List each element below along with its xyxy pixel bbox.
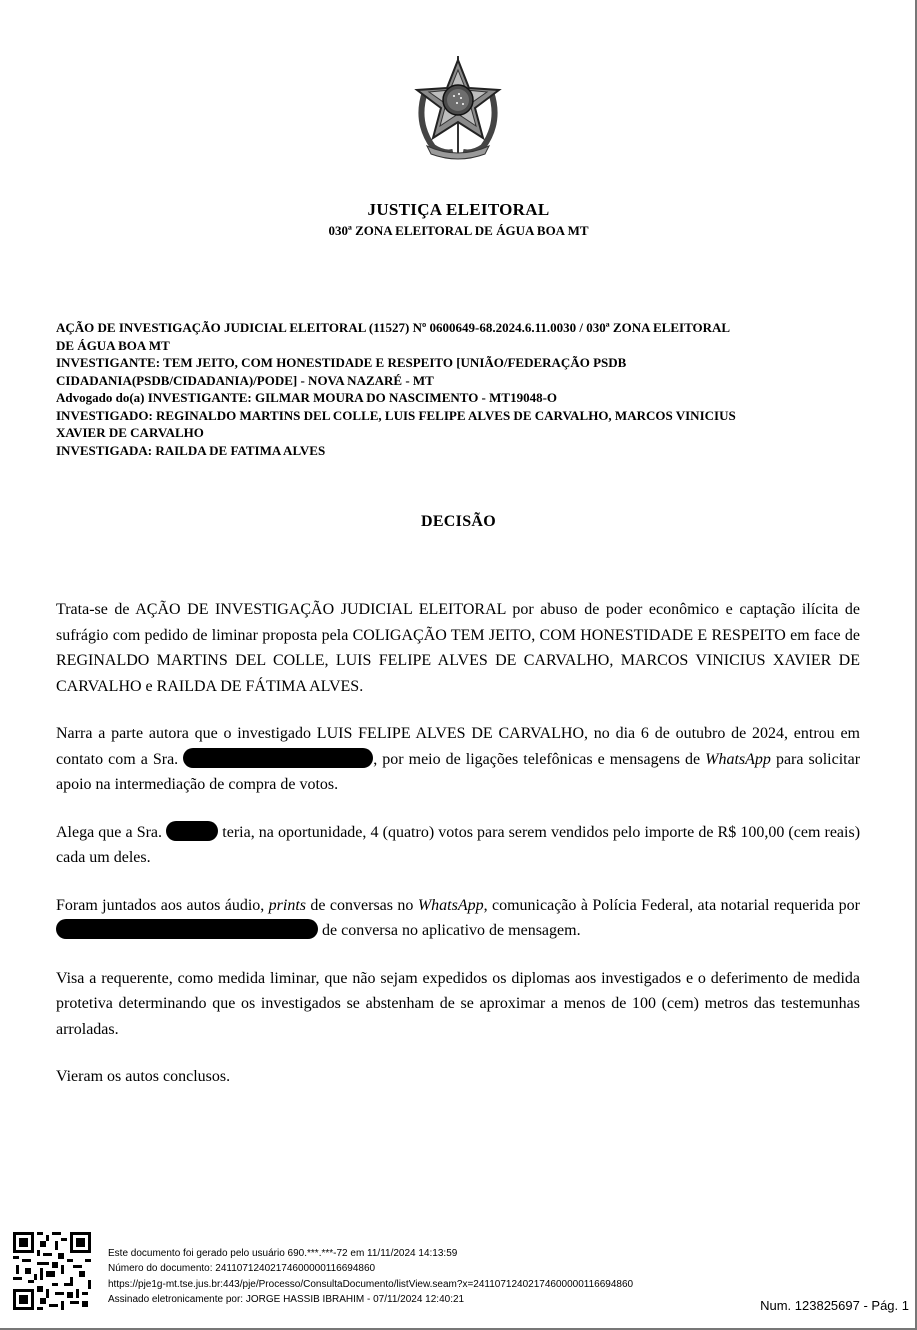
court-zone: 030ª ZONA ELEITORAL DE ÁGUA BOA MT: [328, 223, 589, 238]
paragraph-5: Visa a requerente, como medida liminar, que não sejam expedidos os diplomas aos investigados e o deferimento de medida protetiva determinando que os investigados se abstenham de se aproximar a menos de 100 (cem) metros das testemunhas arroladas.: [56, 969, 860, 1038]
case-header-line: XAVIER DE CARVALHO: [56, 425, 204, 440]
paragraph-4-text-c: , comunicação à Polícia Federal, ata notarial requerida por: [483, 896, 861, 914]
case-header-line: INVESTIGADA: RAILDA DE FATIMA ALVES: [56, 442, 326, 458]
document-footer: [108, 1246, 748, 1307]
footer-url: https://pje1g-mt.tse.jus.br:443/pje/Processo/ConsultaDocumento/listView.seam?x=24110712402174600000116694860: [108, 1278, 634, 1290]
paragraph-2: [56, 721, 860, 798]
case-header-line: AÇÃO DE INVESTIGAÇÃO JUDICIAL ELEITORAL (11527) Nº 0600649-68.2024.6.11.0030 / 030ª ZONA ELEITORAL: [56, 320, 731, 335]
case-header-line: INVESTIGANTE: TEM JEITO, COM HONESTIDADE E RESPEITO [UNIÃO/FEDERAÇÃO PSDB: [56, 355, 627, 370]
footer-generated: Este documento foi gerado pelo usuário 690.***.***-72 em 11/11/2024 14:13:59: [108, 1248, 458, 1259]
paragraph-2-italic: WhatsApp: [705, 750, 771, 768]
paragraph-1: Trata-se de AÇÃO DE INVESTIGAÇÃO JUDICIAL ELEITORAL por abuso de poder econômico e captação ilícita de sufrágio com pedido de liminar proposta pela COLIGAÇÃO TEM JEITO, COM HONESTIDADE E RESPEITO em face de REGINALDO MARTINS DEL COLLE, LUIS FELIPE ALVES DE CARVALHO, MARCOS VINICIUS XAVIER DE CARVALHO e RAILDA DE FÁTIMA ALVES.: [56, 601, 860, 695]
qr-code-icon: [13, 1232, 91, 1310]
redaction-mark: [166, 821, 218, 841]
redaction-mark: [183, 748, 373, 768]
paragraph-4-text-a: Foram juntados aos autos áudio,: [56, 896, 265, 914]
page-number: Num. 123825697 - Pág. 1: [760, 1298, 909, 1313]
case-header-line: DE ÁGUA BOA MT: [56, 337, 170, 353]
decision-body: [56, 597, 860, 1112]
footer-doc-number: Número do documento: 24110712402174600000116694860: [108, 1263, 376, 1275]
paragraph-3-text-a: Alega que a Sra.: [56, 823, 163, 841]
paragraph-4-text-d: de conversa no aplicativo de mensagem.: [322, 922, 581, 939]
case-header: [56, 319, 856, 459]
paragraph-6: Vieram os autos conclusos.: [56, 1068, 231, 1085]
case-header-line: INVESTIGADO: REGINALDO MARTINS DEL COLLE, LUIS FELIPE ALVES DE CARVALHO, MARCOS VINICIUS: [56, 407, 736, 423]
paragraph-2-text-c: para solicitar apoio na intermediação de compra de votos.: [56, 750, 861, 793]
court-title: JUSTIÇA ELEITORAL: [367, 200, 550, 219]
paragraph-3-text-b: teria, na oportunidade, 4 (quatro) votos para serem vendidos pelo importe de R$ 100,00 (cem reais) cada um deles.: [56, 823, 861, 866]
decision-title: DECISÃO: [420, 513, 496, 530]
paragraph-2-text-b: , por meio de ligações telefônicas e mensagens de: [373, 750, 701, 768]
paragraph-4-italic-2: WhatsApp: [417, 896, 484, 914]
redaction-mark: [56, 919, 318, 939]
paragraph-4: [56, 893, 860, 944]
paragraph-4-italic-1: prints: [268, 896, 307, 914]
paragraph-3: [56, 820, 860, 871]
case-header-line: CIDADANIA(PSDB/CIDADANIA)/PODE] - NOVA NAZARÉ - MT: [56, 372, 434, 388]
coat-of-arms-icon: [413, 52, 503, 162]
footer-signed: Assinado eletronicamente por: JORGE HASSIB IBRAHIM - 07/11/2024 12:40:21: [108, 1293, 465, 1305]
case-header-line: Advogado do(a) INVESTIGANTE: GILMAR MOURA DO NASCIMENTO - MT19048-O: [56, 390, 558, 405]
paragraph-4-text-b: de conversas no: [310, 896, 414, 914]
paragraph-2-text-a: Narra a parte autora que o investigado LUIS FELIPE ALVES DE CARVALHO, no dia 6 de outubro de 2024, entrou em contato com a Sra.: [56, 725, 860, 768]
